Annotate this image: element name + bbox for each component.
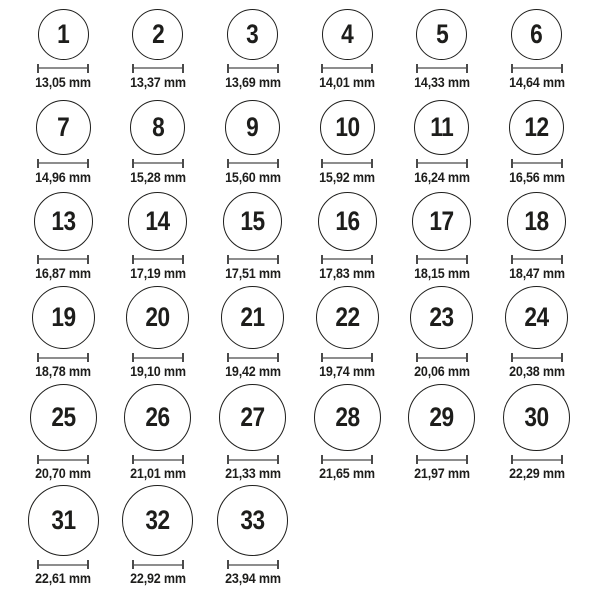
ring-size-number: 20 xyxy=(145,302,171,332)
diameter-measure-line xyxy=(227,159,279,168)
diameter-measure-line xyxy=(132,64,184,73)
ring-circle xyxy=(32,286,95,349)
measure-tick-right-icon xyxy=(277,560,279,569)
diameter-label: 20,70 mm xyxy=(35,466,92,481)
measure-line xyxy=(418,459,466,461)
ring-size-item xyxy=(317,95,377,190)
diameter-measure-line xyxy=(321,159,373,168)
measure-tick-right-icon xyxy=(182,560,184,569)
ring-circle xyxy=(219,384,286,451)
measure-line xyxy=(418,258,466,260)
ring-size-item xyxy=(410,286,473,384)
ring-size-number: 3 xyxy=(246,18,259,49)
ring-size-row xyxy=(16,384,584,485)
measure-tick-right-icon xyxy=(277,64,279,73)
ring-size-number: 11 xyxy=(430,111,454,142)
measure-tick-right-icon xyxy=(561,159,563,168)
diameter-label: 16,56 mm xyxy=(508,169,565,185)
ring-size-item xyxy=(128,0,188,95)
measure-line xyxy=(418,162,466,164)
ring-size-number: 29 xyxy=(429,402,455,432)
measure-tick-right-icon xyxy=(182,353,184,362)
measure-line xyxy=(134,67,182,69)
diameter-measure-line xyxy=(132,560,184,569)
diameter-label: 20,06 mm xyxy=(414,364,470,379)
measure-line xyxy=(229,459,277,461)
ring-size-number: 21 xyxy=(240,302,265,332)
diameter-label: 18,15 mm xyxy=(414,265,470,281)
ring-size-item xyxy=(317,190,377,286)
diameter-measure-line xyxy=(511,455,563,464)
ring-size-item xyxy=(33,190,93,286)
ring-size-item xyxy=(505,286,568,384)
ring-circle xyxy=(408,384,475,451)
ring-circle xyxy=(28,485,99,556)
measure-line xyxy=(229,258,277,260)
diameter-measure-line xyxy=(511,353,563,362)
diameter-measure-line xyxy=(37,159,89,168)
measure-line xyxy=(418,357,466,359)
ring-size-row xyxy=(16,0,584,95)
ring-circle xyxy=(322,9,373,60)
diameter-label: 19,10 mm xyxy=(130,364,186,379)
diameter-measure-line xyxy=(227,255,279,264)
ring-circle xyxy=(30,384,97,451)
measure-tick-right-icon xyxy=(87,64,89,73)
ring-size-item xyxy=(317,0,377,95)
diameter-measure-line xyxy=(416,255,468,264)
diameter-label: 13,69 mm xyxy=(224,74,281,90)
measure-line xyxy=(134,564,182,566)
diameter-measure-line xyxy=(132,353,184,362)
measure-line xyxy=(134,357,182,359)
diameter-label: 23,94 mm xyxy=(224,571,281,586)
ring-circle xyxy=(314,384,381,451)
diameter-measure-line xyxy=(321,353,373,362)
ring-size-row xyxy=(16,190,584,286)
diameter-label: 21,33 mm xyxy=(224,466,281,481)
ring-size-item xyxy=(32,286,95,384)
diameter-label: 14,64 mm xyxy=(508,74,565,90)
diameter-measure-line xyxy=(37,455,89,464)
ring-size-item xyxy=(33,0,93,95)
measure-line xyxy=(513,67,561,69)
diameter-measure-line xyxy=(227,353,279,362)
measure-tick-right-icon xyxy=(277,159,279,168)
diameter-measure-line xyxy=(132,455,184,464)
measure-tick-right-icon xyxy=(182,159,184,168)
diameter-measure-line xyxy=(37,255,89,264)
ring-size-number: 19 xyxy=(51,302,76,332)
ring-circle xyxy=(505,286,568,349)
ring-circle xyxy=(130,100,185,155)
ring-size-number: 7 xyxy=(57,111,70,142)
diameter-measure-line xyxy=(416,353,468,362)
measure-tick-right-icon xyxy=(466,64,468,73)
diameter-label: 17,19 mm xyxy=(130,265,186,281)
diameter-measure-line xyxy=(227,560,279,569)
diameter-label: 21,65 mm xyxy=(319,466,376,481)
ring-size-item xyxy=(30,384,97,486)
ring-size-item xyxy=(314,384,381,486)
measure-tick-right-icon xyxy=(371,353,373,362)
measure-line xyxy=(323,67,371,69)
ring-circle xyxy=(126,286,189,349)
measure-line xyxy=(229,67,277,69)
ring-circle xyxy=(221,286,284,349)
diameter-label: 14,01 mm xyxy=(319,74,376,90)
ring-circle xyxy=(132,9,183,60)
measure-line xyxy=(229,162,277,164)
ring-circle xyxy=(38,9,89,60)
ring-size-item xyxy=(507,190,567,286)
diameter-measure-line xyxy=(227,455,279,464)
ring-circle xyxy=(416,9,467,60)
ring-size-row xyxy=(16,95,584,190)
diameter-label: 17,83 mm xyxy=(319,265,376,281)
diameter-label: 16,24 mm xyxy=(414,169,470,185)
diameter-label: 16,87 mm xyxy=(35,265,92,281)
ring-size-row xyxy=(16,485,584,600)
diameter-label: 17,51 mm xyxy=(224,265,281,281)
measure-tick-right-icon xyxy=(466,455,468,464)
ring-circle xyxy=(36,100,91,155)
ring-size-number: 22 xyxy=(335,302,360,332)
measure-line xyxy=(513,357,561,359)
diameter-measure-line xyxy=(416,64,468,73)
diameter-measure-line xyxy=(321,455,373,464)
ring-circle xyxy=(318,192,377,251)
ring-circle xyxy=(320,100,375,155)
measure-line xyxy=(39,258,87,260)
ring-size-item xyxy=(223,95,283,190)
measure-tick-right-icon xyxy=(87,560,89,569)
ring-size-number: 10 xyxy=(335,111,360,142)
ring-circle xyxy=(227,9,278,60)
ring-circle xyxy=(124,384,191,451)
ring-size-number: 25 xyxy=(51,402,76,432)
measure-line xyxy=(513,162,561,164)
ring-size-number: 2 xyxy=(151,18,165,49)
ring-circle xyxy=(507,192,566,251)
diameter-measure-line xyxy=(511,159,563,168)
diameter-measure-line xyxy=(37,560,89,569)
ring-size-number: 8 xyxy=(151,111,165,142)
ring-size-item xyxy=(128,95,188,190)
ring-size-item xyxy=(412,190,472,286)
measure-tick-right-icon xyxy=(87,159,89,168)
measure-line xyxy=(513,258,561,260)
ring-size-number: 13 xyxy=(51,205,76,236)
ring-size-number: 28 xyxy=(335,402,360,432)
ring-size-number: 15 xyxy=(240,205,265,236)
ring-size-item xyxy=(33,95,93,190)
ring-circle xyxy=(122,485,193,556)
diameter-label: 20,38 mm xyxy=(508,364,565,379)
measure-line xyxy=(39,459,87,461)
ring-size-number: 16 xyxy=(335,205,360,236)
ring-size-number: 18 xyxy=(524,205,549,236)
diameter-measure-line xyxy=(37,353,89,362)
ring-circle xyxy=(511,9,562,60)
diameter-measure-line xyxy=(132,255,184,264)
measure-line xyxy=(229,357,277,359)
diameter-measure-line xyxy=(132,159,184,168)
ring-size-number: 14 xyxy=(145,205,171,236)
diameter-measure-line xyxy=(511,255,563,264)
measure-line xyxy=(39,162,87,164)
diameter-label: 19,42 mm xyxy=(224,364,281,379)
ring-size-number: 26 xyxy=(145,402,171,432)
measure-tick-right-icon xyxy=(87,353,89,362)
diameter-label: 22,61 mm xyxy=(35,571,92,586)
ring-size-item xyxy=(412,95,472,190)
ring-circle xyxy=(410,286,473,349)
ring-size-item xyxy=(223,0,283,95)
measure-tick-right-icon xyxy=(182,64,184,73)
diameter-label: 21,01 mm xyxy=(130,466,186,481)
diameter-measure-line xyxy=(227,64,279,73)
measure-tick-right-icon xyxy=(466,255,468,264)
measure-tick-right-icon xyxy=(87,455,89,464)
measure-tick-right-icon xyxy=(371,159,373,168)
diameter-label: 14,33 mm xyxy=(414,74,470,90)
measure-line xyxy=(323,162,371,164)
ring-size-row xyxy=(16,286,584,384)
diameter-label: 13,37 mm xyxy=(130,74,186,90)
diameter-measure-line xyxy=(416,455,468,464)
ring-size-item xyxy=(223,190,283,286)
measure-line xyxy=(39,357,87,359)
diameter-measure-line xyxy=(37,64,89,73)
ring-size-number: 1 xyxy=(57,18,70,49)
ring-size-number: 6 xyxy=(530,18,543,49)
measure-line xyxy=(134,459,182,461)
diameter-label: 18,47 mm xyxy=(508,265,565,281)
ring-size-item xyxy=(28,485,99,600)
ring-size-number: 23 xyxy=(429,302,455,332)
diameter-label: 14,96 mm xyxy=(35,169,92,185)
ring-size-item xyxy=(412,0,472,95)
ring-circle xyxy=(34,192,93,251)
measure-tick-right-icon xyxy=(561,64,563,73)
ring-size-number: 31 xyxy=(51,505,76,535)
ring-size-item xyxy=(316,286,379,384)
ring-size-item xyxy=(219,384,286,486)
ring-circle xyxy=(217,485,288,556)
measure-tick-right-icon xyxy=(182,255,184,264)
measure-tick-right-icon xyxy=(466,353,468,362)
diameter-label: 15,60 mm xyxy=(224,169,281,185)
measure-tick-right-icon xyxy=(87,255,89,264)
ring-size-item xyxy=(221,286,284,384)
measure-tick-right-icon xyxy=(371,455,373,464)
ring-size-number: 30 xyxy=(524,402,549,432)
diameter-label: 19,74 mm xyxy=(319,364,376,379)
measure-tick-right-icon xyxy=(371,255,373,264)
ring-size-number: 4 xyxy=(341,18,354,49)
measure-line xyxy=(229,564,277,566)
diameter-label: 13,05 mm xyxy=(35,74,92,90)
measure-tick-right-icon xyxy=(371,64,373,73)
ring-size-item xyxy=(124,384,191,486)
measure-tick-right-icon xyxy=(561,255,563,264)
measure-tick-right-icon xyxy=(561,455,563,464)
measure-line xyxy=(323,459,371,461)
measure-line xyxy=(323,357,371,359)
ring-size-number: 9 xyxy=(246,111,259,142)
measure-line xyxy=(513,459,561,461)
ring-size-number: 33 xyxy=(240,505,265,535)
ring-circle xyxy=(412,192,471,251)
diameter-measure-line xyxy=(321,64,373,73)
diameter-label: 22,29 mm xyxy=(508,466,565,481)
ring-size-item xyxy=(507,95,567,190)
measure-line xyxy=(39,564,87,566)
measure-line xyxy=(134,258,182,260)
ring-circle xyxy=(414,100,469,155)
ring-circle xyxy=(316,286,379,349)
ring-size-number: 24 xyxy=(524,302,549,332)
measure-tick-right-icon xyxy=(561,353,563,362)
ring-size-item xyxy=(503,384,570,486)
measure-tick-right-icon xyxy=(277,353,279,362)
diameter-label: 15,28 mm xyxy=(130,169,186,185)
ring-size-item xyxy=(126,286,189,384)
measure-line xyxy=(418,67,466,69)
measure-tick-right-icon xyxy=(277,455,279,464)
ring-size-item xyxy=(408,384,475,486)
diameter-measure-line xyxy=(416,159,468,168)
ring-size-number: 12 xyxy=(524,111,549,142)
ring-size-item xyxy=(507,0,567,95)
ring-size-item xyxy=(128,190,188,286)
diameter-measure-line xyxy=(321,255,373,264)
ring-size-number: 27 xyxy=(240,402,265,432)
measure-tick-right-icon xyxy=(277,255,279,264)
ring-circle xyxy=(223,192,282,251)
measure-tick-right-icon xyxy=(466,159,468,168)
diameter-measure-line xyxy=(511,64,563,73)
ring-circle xyxy=(509,100,564,155)
ring-size-number: 32 xyxy=(145,505,171,535)
ring-circle xyxy=(225,100,280,155)
ring-circle xyxy=(503,384,570,451)
diameter-label: 21,97 mm xyxy=(414,466,470,481)
measure-tick-right-icon xyxy=(182,455,184,464)
ring-size-number: 5 xyxy=(435,18,449,49)
diameter-label: 22,92 mm xyxy=(130,571,186,586)
diameter-label: 18,78 mm xyxy=(35,364,92,379)
ring-size-item xyxy=(217,485,288,600)
ring-size-number: 17 xyxy=(429,205,455,236)
diameter-label: 15,92 mm xyxy=(319,169,376,185)
ring-circle xyxy=(128,192,187,251)
measure-line xyxy=(39,67,87,69)
ring-size-item xyxy=(122,485,193,600)
measure-line xyxy=(323,258,371,260)
measure-line xyxy=(134,162,182,164)
